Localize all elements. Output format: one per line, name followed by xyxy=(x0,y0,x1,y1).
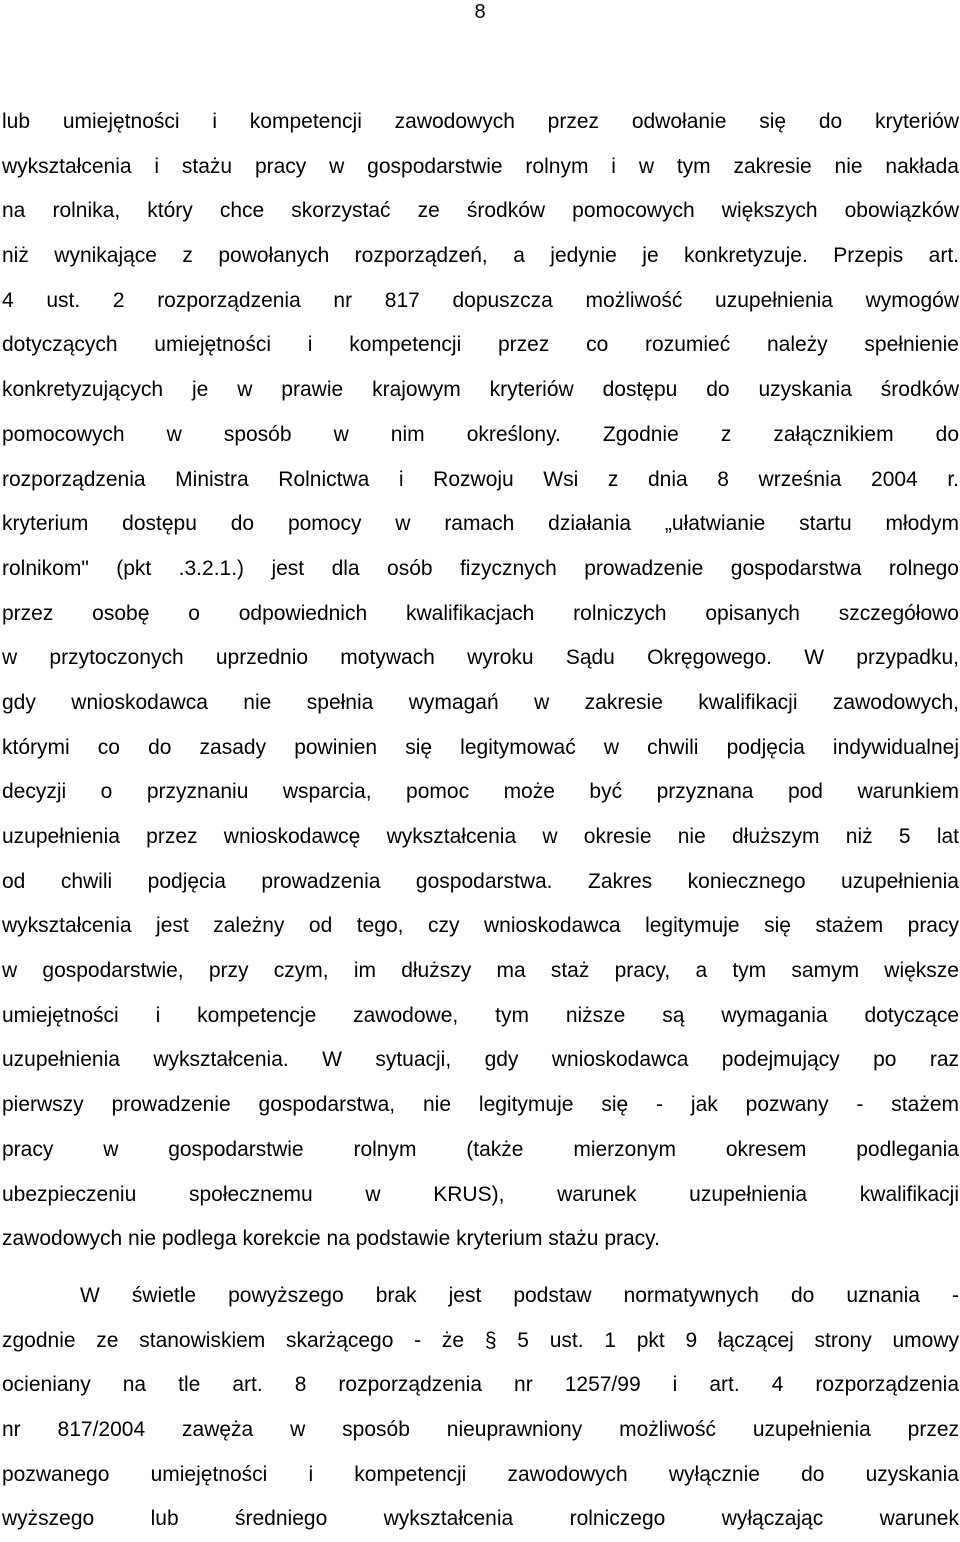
text-line: od chwili podjęcia prowadzenia gospodarstwa. Zakres koniecznego uzupełnienia xyxy=(2,869,959,893)
page-number: 8 xyxy=(474,1,486,23)
text-line: konkretyzujących je w prawie krajowym kryteriów dostępu do uzyskania środków xyxy=(2,378,959,402)
text-line: pierwszy prowadzenie gospodarstwa, nie legitymuje się - jak pozwany - stażem xyxy=(2,1093,959,1117)
text-line: dotyczących umiejętności i kompetencji przez co rozumieć należy spełnienie xyxy=(2,333,959,357)
text-line: gdy wnioskodawca nie spełnia wymagań w zakresie kwalifikacji zawodowych, xyxy=(2,690,959,714)
text-line: kryterium dostępu do pomocy w ramach działania „ułatwianie startu młodym xyxy=(2,512,959,536)
text-line: w przytoczonych uprzednio motywach wyroku Sądu Okręgowego. W przypadku, xyxy=(2,646,959,670)
text-line: w gospodarstwie, przy czym, im dłuższy ma staż pracy, a tym samym większe xyxy=(2,959,959,983)
paragraph-1 xyxy=(2,100,959,1262)
paragraph-gap xyxy=(2,1262,959,1274)
text-line: lub umiejętności i kompetencji zawodowych przez odwołanie się do kryteriów xyxy=(2,110,959,133)
text-line: niż wynikające z powołanych rozporządzeń, a jedynie je konkretyzuje. Przepis art. xyxy=(2,244,959,268)
text-line: pracy w gospodarstwie rolnym (także mierzonym okresem podlegania xyxy=(2,1137,959,1161)
text-line: uzupełnienia przez wnioskodawcę wykształcenia w okresie nie dłuższym niż 5 lat xyxy=(2,825,959,848)
text-line: zgodnie ze stanowiskiem skarżącego - że § 5 ust. 1 pkt 9 łączącej strony umowy xyxy=(2,1328,959,1352)
text-line: W świetle powyższego brak jest podstaw normatywnych do uznania - xyxy=(80,1283,959,1307)
text-line: ocieniany na tle art. 8 rozporządzenia nr 1257/99 i art. 4 rozporządzenia xyxy=(2,1373,959,1397)
text-line: wykształcenia jest zależny od tego, czy wnioskodawca legitymuje się stażem pracy xyxy=(2,914,959,938)
text-line: decyzji o przyznaniu wsparcia, pomoc może być przyznana pod warunkiem xyxy=(2,780,959,804)
text-line: rolnikom" (pkt .3.2.1.) jest dla osób fizycznych prowadzenie gospodarstwa rolnego xyxy=(2,556,959,580)
text-line: pomocowych w sposób w nim określony. Zgodnie z załącznikiem do xyxy=(2,422,959,446)
text-line: umiejętności i kompetencje zawodowe, tym niższe są wymagania dotyczące xyxy=(2,1003,959,1027)
text-line: uzupełnienia wykształcenia. W sytuacji, gdy wnioskodawca podejmujący po raz xyxy=(2,1048,959,1072)
paragraph-2 xyxy=(2,1274,959,1542)
text-line: rozporządzenia Ministra Rolnictwa i Rozwoju Wsi z dnia 8 września 2004 r. xyxy=(2,467,959,491)
text-line: ubezpieczeniu społecznemu w KRUS), warunek uzupełnienia kwalifikacji xyxy=(2,1182,959,1206)
text-line: którymi co do zasady powinien się legitymować w chwili podjęcia indywidualnej xyxy=(2,735,959,759)
text-line: 4 ust. 2 rozporządzenia nr 817 dopuszcza możliwość uzupełnienia wymogów xyxy=(2,288,959,312)
text-line: zawodowych nie podlega korekcie na podstawie kryterium stażu pracy. xyxy=(2,1227,660,1251)
text-line: nr 817/2004 zawęża w sposób nieuprawniony możliwość uzupełnienia przez xyxy=(2,1417,959,1441)
text-line: wyższego lub średniego wykształcenia rolniczego wyłączając warunek xyxy=(2,1507,959,1531)
text-line: przez osobę o odpowiednich kwalifikacjach rolniczych opisanych szczegółowo xyxy=(2,601,959,625)
text-line: na rolnika, który chce skorzystać ze środków pomocowych większych obowiązków xyxy=(2,199,959,223)
text-line: pozwanego umiejętności i kompetencji zawodowych wyłącznie do uzyskania xyxy=(2,1462,959,1486)
document-body xyxy=(2,100,959,1542)
text-line: wykształcenia i stażu pracy w gospodarstwie rolnym i w tym zakresie nie nakłada xyxy=(2,154,959,178)
